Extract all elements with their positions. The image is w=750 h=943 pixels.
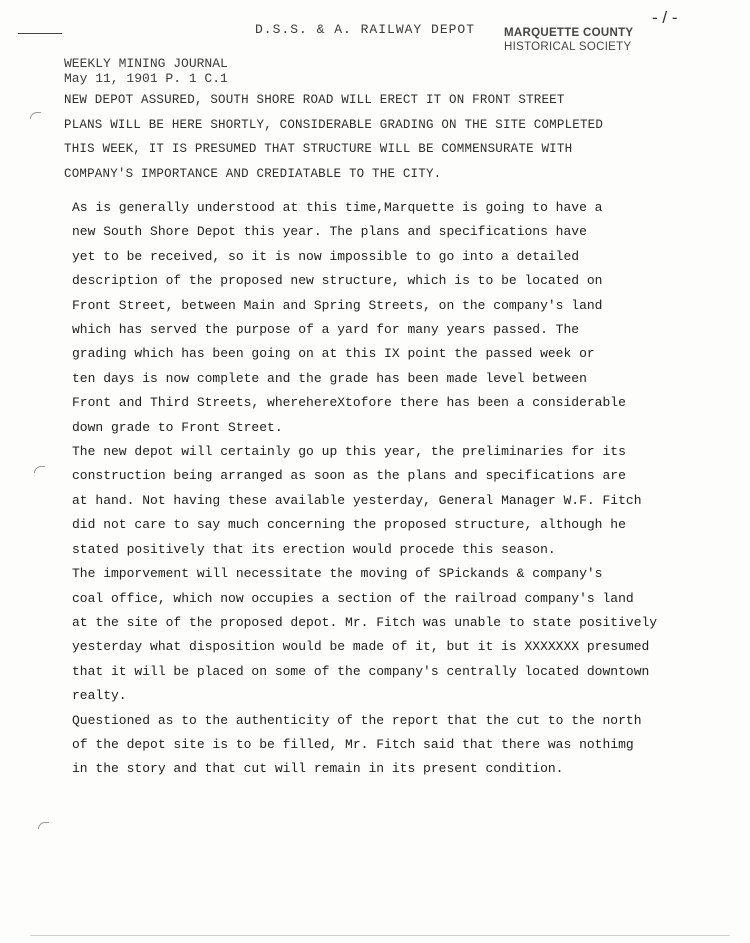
body-line: stated positively that its erection would procede this season.: [72, 541, 556, 557]
publication-name: WEEKLY MINING JOURNAL: [64, 56, 228, 71]
margin-mark: [34, 466, 45, 473]
body-line: coal office, which now occupies a section of the railroad company's land: [72, 590, 634, 606]
margin-dash: [18, 33, 62, 34]
article-body: [72, 196, 732, 782]
margin-mark: [30, 112, 41, 119]
body-line: As is generally understood at this time,Marquette is going to have a: [72, 200, 603, 215]
body-line: description of the proposed new structure, which is to be located on: [72, 273, 603, 289]
page-edge-line: [30, 935, 730, 936]
stamp-line-2: HISTORICAL SOCIETY: [504, 41, 632, 53]
headline-line: PLANS WILL BE HERE SHORTLY, CONSIDERABLE GRADING ON THE SITE COMPLETED: [64, 117, 604, 132]
margin-mark: [38, 822, 49, 829]
body-line: did not care to say much concerning the proposed structure, although he: [72, 517, 626, 533]
body-line: Front and Third Streets, wherehereXtofore there has been a considerable: [72, 395, 626, 411]
body-line: yesterday what disposition would be made of it, but it is XXXXXXX presumed: [72, 639, 650, 655]
stamp-line-1: MARQUETTE COUNTY: [504, 27, 634, 39]
page-number: - / -: [652, 8, 678, 27]
headline-line: THIS WEEK, IT IS PRESUMED THAT STRUCTURE WILL BE COMMENSURATE WITH: [64, 142, 573, 156]
body-line: of the depot site is to be filled, Mr. Fitch said that there was nothimg: [72, 736, 634, 752]
publication-date: May 11, 1901 P. 1 C.1: [64, 71, 228, 86]
body-line: Front Street, between Main and Spring Streets, on the company's land: [72, 297, 603, 313]
body-line: grading which has been going on at this IX point the passed week or: [72, 346, 595, 362]
headline-line: COMPANY'S IMPORTANCE AND CREDIATABLE TO THE CITY.: [64, 166, 442, 181]
body-line: at hand. Not having these available yesterday, General Manager W.F. Fitch: [72, 492, 642, 508]
body-line: in the story and that cut will remain in its present condition.: [72, 761, 564, 777]
body-line: The imporvement will necessitate the moving of SPickands & company's: [72, 566, 603, 582]
headline-line: NEW DEPOT ASSURED, SOUTH SHORE ROAD WILL ERECT IT ON FRONT STREET: [64, 93, 565, 107]
body-line: at the site of the proposed depot. Mr. Fitch was unable to state positively: [72, 614, 658, 630]
body-line: down grade to Front Street.: [72, 419, 283, 435]
body-line: The new depot will certainly go up this year, the preliminaries for its: [72, 444, 626, 460]
body-line: realty.: [72, 688, 127, 704]
body-line: which has served the purpose of a yard for many years passed. The: [72, 322, 580, 338]
source-citation: [64, 56, 228, 86]
body-line: new South Shore Depot this year. The plans and specifications have: [72, 224, 587, 240]
article-headline: [64, 88, 664, 186]
body-line: yet to be received, so it is now impossible to go into a detailed: [72, 248, 580, 264]
body-line: Questioned as to the authenticity of the report that the cut to the north: [72, 712, 642, 728]
document-title: D.S.S. & A. RAILWAY DEPOT: [255, 22, 476, 37]
body-line: that it will be placed on some of the company's centrally located downtown: [72, 663, 650, 679]
body-line: ten days is now complete and the grade has been made level between: [72, 370, 587, 386]
archive-stamp: [504, 26, 633, 54]
body-line: construction being arranged as soon as the plans and specifications are: [72, 468, 626, 484]
